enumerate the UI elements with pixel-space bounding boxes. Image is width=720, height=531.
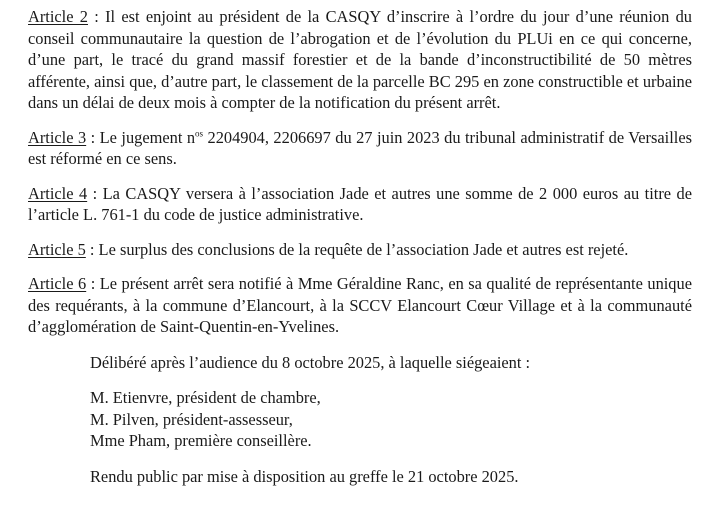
article-4 [28, 183, 692, 226]
judges-list [90, 387, 692, 452]
document-page [28, 6, 692, 487]
article-2-label: Article 2 [28, 7, 88, 26]
article-5-text: : Le surplus des conclusions de la requête de l’association Jade et autres est rejeté. [85, 239, 629, 259]
article-3-text: 2204904, 2206697 du 27 juin 2023 du tribunal administratif de Versailles est réformé en ce sens. [28, 127, 692, 168]
public-notice: Rendu public par mise à disposition au greffe le 21 octobre 2025. [90, 466, 519, 486]
article-3-intro: : Le jugement n [86, 127, 196, 147]
article-4-text: : La CASQY versera à l’association Jade et autres une somme de 2 000 euros au titre de l’article L. 761-1 du code de justice administrative. [28, 183, 692, 224]
judge-item: Mme Pham, première conseillère. [90, 431, 312, 450]
article-3 [28, 127, 692, 170]
article-3-label: Article 3 [28, 127, 87, 147]
article-5-label: Article 5 [28, 239, 86, 259]
article-6-label: Article 6 [28, 274, 87, 293]
article-3-superscript: os [195, 128, 204, 139]
article-4-label: Article 4 [28, 183, 88, 203]
article-6-text: : Le présent arrêt sera notifié à Mme Géraldine Ranc, en sa qualité de représentante unique des requérants, à la commune d’Elancourt, à la SCCV Elancourt Cœur Village et à la communauté d’agglomération de Saint-Quentin-en-Yvelines. [28, 274, 692, 336]
article-5 [28, 239, 692, 261]
deliberation-line: Délibéré après l’audience du 8 octobre 2025, à laquelle siégeaient : [90, 352, 531, 372]
judge-item: M. Pilven, président-assesseur, [90, 409, 293, 429]
article-2 [28, 6, 692, 114]
article-2-text: : Il est enjoint au président de la CASQY d’inscrire à l’ordre du jour d’une réunion du conseil communautaire la question de l’abrogation et de l’évolution du PLUi en ce qui concerne, d’une part, le tracé du grand massif forestier et de la bande d’inconstructibilité de 50 mètres afférente, ainsi que, d’autre part, le classement de la parcelle BC 295 en zone constructible et urbaine dans un délai de deux mois à compter de la notification du présent arrêt. [28, 7, 692, 112]
article-6 [28, 273, 692, 338]
judge-item: M. Etienvre, président de chambre, [90, 388, 321, 407]
